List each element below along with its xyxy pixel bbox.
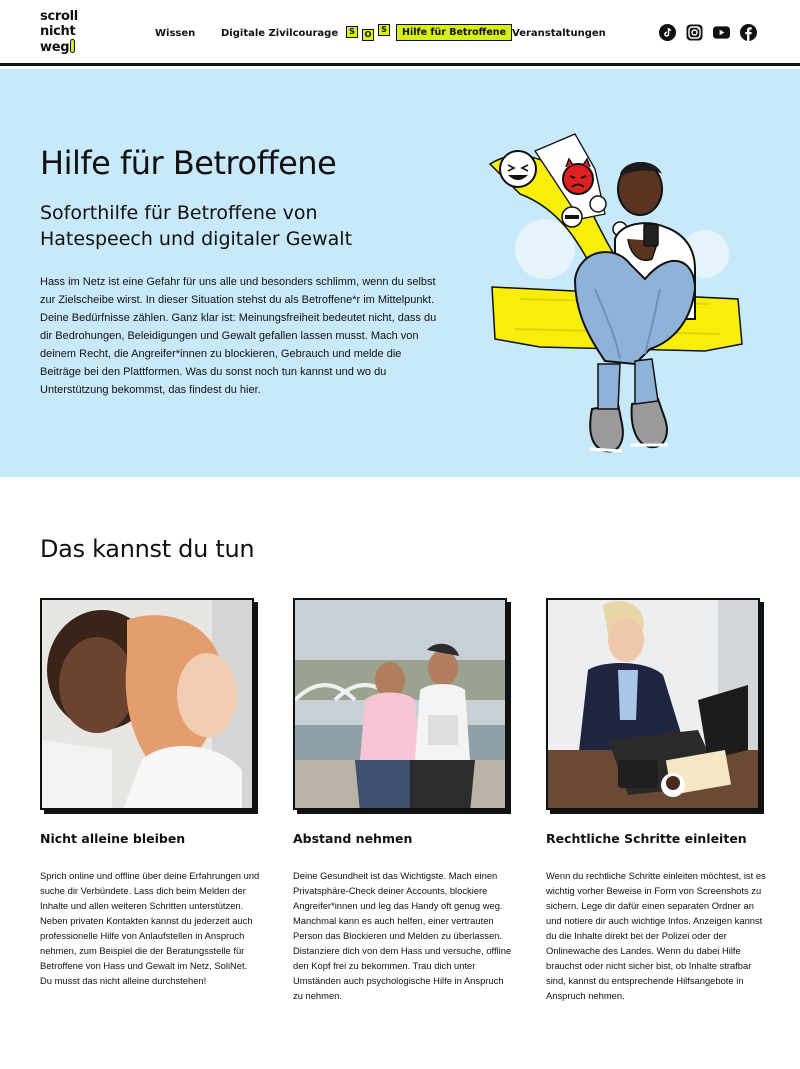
card-title: Nicht alleine bleiben [40, 831, 186, 846]
nav-item-label: Hilfe für Betroffene [396, 24, 512, 41]
hero-body: Hass im Netz ist eine Gefahr für uns alle und besonders schlimm, wenn du selbst zur Zielscheibe wirst. In dieser Situation stehst du als Betroffene*r im Mittelpunkt. Deine Bedürfnisse zählen. Ganz klar ist: Meinungsfreiheit bedeutet nicht, dass du dir Bedrohungen, Beleidigungen und Gewalt gefallen lassen musst. Mach von deinem Recht, die Angreifer*innen zu blockieren, Gebrauch und melde die Beiträge bei den Plattformen. Was du sonst noch tun kannst und wo du Unterstützung bekommst, das findest du hier. [40, 276, 437, 396]
hero-subtitle: Soforthilfe für Betroffene von Hatespeech und digitaler Gewalt [40, 202, 353, 250]
youtube-icon[interactable] [713, 24, 730, 41]
nav-item-digitale-zivilcourage[interactable]: Digitale Zivilcourage [221, 28, 339, 39]
card-text: Deine Gesundheit ist das Wichtigste. Mach einen Privatsphäre-Check deiner Accounts, blockiere Angreifer*innen und leg das Handy oft genug weg. Manchmal kann es auch helfen, einer vertrauten Person das Blockieren und Melden zu überlassen. Distanziere dich von dem Hass und versuche, offline den Kopf frei zu bekommen. Trau dich unter Umständen auch psychologische Hilfe in Anspruch zu nehmen. [293, 870, 512, 1001]
instagram-icon[interactable] [686, 24, 703, 41]
facebook-icon[interactable] [740, 24, 757, 41]
card-title: Rechtliche Schritte einleiten [546, 831, 747, 846]
card-abstand-nehmen[interactable] [293, 598, 512, 1001]
site-logo[interactable] [40, 9, 78, 55]
tiktok-icon[interactable] [659, 24, 676, 41]
card-text: Sprich online und offline über deine Erfahrungen und suche dir Verbündete. Lass dich beim Melden der Inhalte und allen weiteren Schritten unterstützen. Neben privaten Kontakten kannst du jederzeit auch professionelle Hilfe von Anlaufstellen in Anspruch nehmen, zum Beispiel die der Beratungsstelle für Betroffene von Hass und Gewalt im Netz, SoliNet. Du musst das nicht alleine durchstehen! [40, 870, 260, 986]
logo-line-2: nicht [40, 24, 76, 39]
card-image-two-men [293, 598, 507, 810]
hero-illustration [480, 129, 760, 479]
card-rechtliche-schritte[interactable] [546, 598, 766, 1001]
nav-item-hilfe-fuer-betroffene[interactable] [346, 23, 512, 41]
page-title: Hilfe für Betroffene [40, 144, 337, 182]
social-links [659, 24, 757, 41]
logo-line-3: weg [40, 39, 78, 55]
site-header [0, 0, 800, 66]
section-title: Das kannst du tun [40, 535, 255, 563]
card-nicht-alleine-bleiben[interactable] [40, 598, 260, 986]
sos-badge-o: O [362, 29, 374, 41]
nav-item-veranstaltungen[interactable]: Veranstaltungen [512, 28, 606, 39]
card-image-embrace [40, 598, 254, 810]
logo-mark-icon [70, 39, 75, 53]
hero-section [0, 69, 800, 477]
nav-item-wissen[interactable]: Wissen [155, 28, 196, 39]
sos-badge-s1: S [346, 26, 358, 38]
sos-badge-s2: S [378, 24, 390, 36]
card-image-woman-laptop [546, 598, 760, 810]
card-text: Wenn du rechtliche Schritte einleiten möchtest, ist es wichtig vorher Beweise in Form von Screenshots zu sichern. Lege dir dafür einen separaten Ordner an und notiere dir auch wichtige Infos. Anzeigen kannst du die Inhalte direkt bei der Polizei oder der Onlinewache des Landes. Wenn du dabei Hilfe brauchst oder nicht sicher bist, ob Inhalte strafbar sind, kannst du entsprechende Hilfsangebote in Anspruch nehmen. [546, 870, 766, 1001]
card-title: Abstand nehmen [293, 831, 413, 846]
logo-line-1: scroll [40, 9, 78, 24]
